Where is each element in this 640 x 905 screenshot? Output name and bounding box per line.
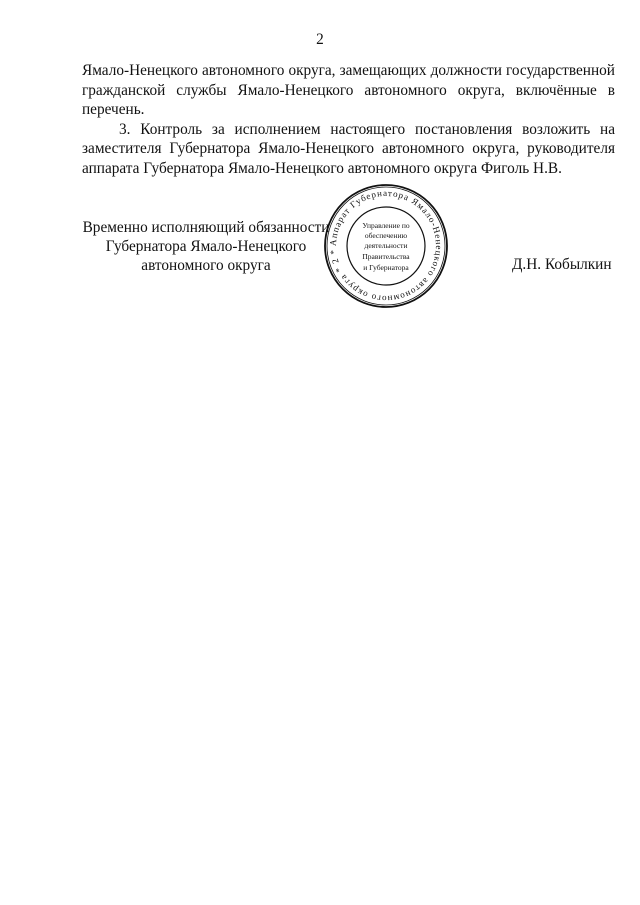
signatory-position	[75, 218, 337, 275]
stamp-inner-text: Правительства	[362, 252, 410, 261]
page-number: 2	[316, 31, 324, 48]
position-line: Временно исполняющий обязанности	[82, 219, 330, 236]
stamp-inner-text: деятельности	[364, 241, 408, 250]
stamp-inner-text: обеспечению	[364, 231, 408, 240]
text-line: гражданской службы Ямало-Ненецкого автономного округа, включённые в	[82, 81, 615, 99]
text-line: перечень.	[82, 101, 145, 118]
text-line: заместителя Губернатора Ямало-Ненецкого автономного округа, руководителя	[82, 140, 615, 157]
text-line: 3. Контроль за исполнением настоящего постановления возложить на	[119, 120, 615, 138]
position-line: Губернатора Ямало-Ненецкого	[105, 238, 307, 255]
text-line: Ямало-Ненецкого автономного округа, замещающих должности государственной	[82, 62, 615, 79]
signatory-name: Д.Н. Кобылкин	[512, 256, 612, 273]
stamp-ring-text: Аппарат Губернатора Ямало-Ненецкого автономного округа * 2 *	[327, 187, 445, 305]
stamp-inner-text: Управление по	[362, 221, 410, 230]
official-stamp	[322, 182, 450, 310]
text-line: аппарата Губернатора Ямало-Ненецкого автономного округа Фиголь Н.В.	[82, 159, 562, 177]
document-body	[82, 61, 615, 178]
position-line: автономного округа	[141, 257, 271, 274]
stamp-inner-text: и Губернатора	[363, 263, 409, 272]
